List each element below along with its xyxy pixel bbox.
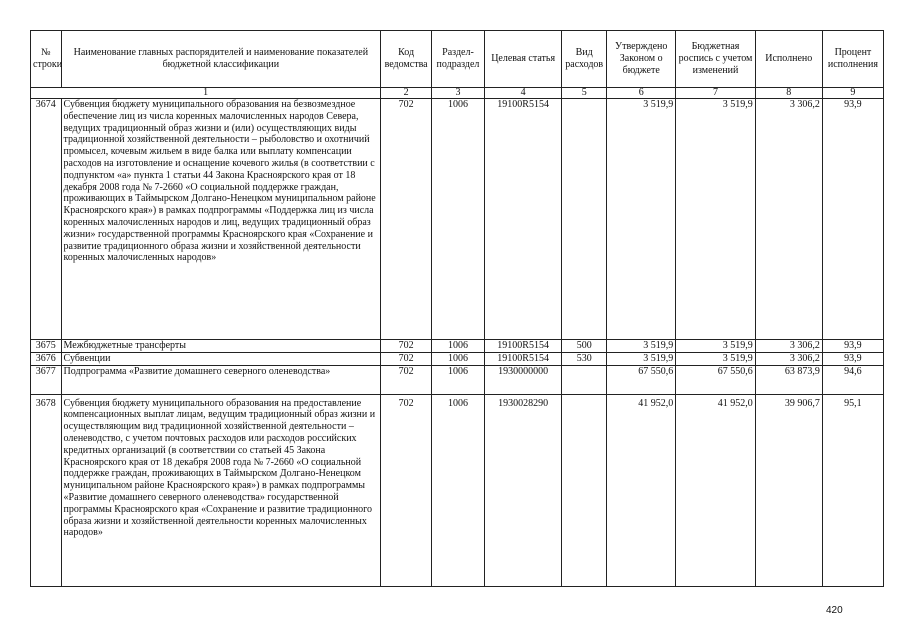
section-code: 1006: [432, 340, 485, 353]
column-number: 4: [484, 88, 561, 99]
approved-amount: 3 519,9: [607, 340, 676, 353]
column-number: 8: [755, 88, 822, 99]
column-number: 2: [381, 88, 432, 99]
header-section: Раздел-подраздел: [432, 31, 485, 88]
column-number: 3: [432, 88, 485, 99]
department-code: 702: [381, 99, 432, 340]
approved-amount: 3 519,9: [607, 99, 676, 340]
execution-percent: 93,9: [822, 340, 883, 353]
column-number: 1: [31, 88, 381, 99]
table-row: [31, 365, 884, 394]
expense-kind: 500: [562, 340, 607, 353]
row-number: 3676: [31, 352, 62, 365]
section-code: 1006: [432, 352, 485, 365]
department-code: 702: [381, 340, 432, 353]
execution-percent: 93,9: [822, 99, 883, 340]
row-name: Субвенции: [61, 352, 381, 365]
header-percent: Процент исполнения: [822, 31, 883, 88]
section-code: 1006: [432, 394, 485, 586]
schedule-amount: 67 550,6: [676, 365, 755, 394]
header-row-number: № строки: [31, 31, 62, 88]
section-code: 1006: [432, 99, 485, 340]
schedule-amount: 3 519,9: [676, 340, 755, 353]
header-name: Наименование главных распорядителей и наименование показателей бюджетной классификации: [61, 31, 381, 88]
target-article: 1930000000: [484, 365, 561, 394]
row-number: 3678: [31, 394, 62, 586]
executed-amount: 3 306,2: [755, 99, 822, 340]
approved-amount: 41 952,0: [607, 394, 676, 586]
header-expense-kind: Вид расходов: [562, 31, 607, 88]
header-approved: Утверждено Законом о бюджете: [607, 31, 676, 88]
schedule-amount: 41 952,0: [676, 394, 755, 586]
department-code: 702: [381, 352, 432, 365]
expense-kind: [562, 365, 607, 394]
executed-amount: 39 906,7: [755, 394, 822, 586]
department-code: 702: [381, 394, 432, 586]
header-budget-schedule: Бюджетная роспись с учетом изменений: [676, 31, 755, 88]
target-article: 19100R5154: [484, 99, 561, 340]
row-name: Межбюджетные трансферты: [61, 340, 381, 353]
target-article: 19100R5154: [484, 352, 561, 365]
column-number-row: [31, 88, 884, 99]
table-row: [31, 99, 884, 340]
table-row: [31, 352, 884, 365]
executed-amount: 3 306,2: [755, 340, 822, 353]
row-name: Субвенция бюджету муниципального образования на безвозмездное обеспечение лиц из числа коренных малочисленных народов Севера, ведущих традиционный образ жизни и (или) осуществляющих виды традиционной хозяйственной деятельности – рыболовство и охотничий промысел, кочевым жильем в виде балка или выплату компенсации расходов на изготовление и оснащение кочевого жилья (в соответствии с подпунктом «а» пункта 1 статьи 44 Закона Красноярского края от 18 декабря 2008 года № 7-2660 «О социальной поддержке граждан, проживающих в Таймырском Долгано-Ненецком муниципальном районе Красноярского края») в рамках подпрограммы «Поддержка лиц из числа коренных малочисленных народов и лиц, ведущих традиционный образ жизни» государственной программы Красноярского края «Сохранение и развитие традиционного образа жизни и хозяйственной деятельности коренных малочисленных народов»: [61, 99, 381, 340]
executed-amount: 3 306,2: [755, 352, 822, 365]
column-number: 9: [822, 88, 883, 99]
section-code: 1006: [432, 365, 485, 394]
approved-amount: 3 519,9: [607, 352, 676, 365]
executed-amount: 63 873,9: [755, 365, 822, 394]
schedule-amount: 3 519,9: [676, 99, 755, 340]
execution-percent: 93,9: [822, 352, 883, 365]
expense-kind: 530: [562, 352, 607, 365]
row-name: Субвенция бюджету муниципального образования на предоставление компенсационных выплат лицам, ведущим традиционный образ жизни и осуществляющим вид традиционной хозяйственной деятельности – оленеводство, с учетом почтовых расходов или расходов российских кредитных организаций (в соответствии со статьей 45 Закона Красноярского края от 18 декабря 2008 года № 7-2660 «О социальной поддержке граждан, проживающих в Таймырском Долгано-Ненецком муниципальном районе Красноярского края») в рамках подпрограммы «Развитие домашнего северного оленеводства» государственной программы Красноярского края «Сохранение и развитие традиционного образа жизни и хозяйственной деятельности коренных малочисленных народов»: [61, 394, 381, 586]
execution-percent: 95,1: [822, 394, 883, 586]
execution-percent: 94,6: [822, 365, 883, 394]
schedule-amount: 3 519,9: [676, 352, 755, 365]
table-row: [31, 340, 884, 353]
page-number: 420: [826, 605, 843, 616]
row-number: 3674: [31, 99, 62, 340]
column-number: 6: [607, 88, 676, 99]
header-target-article: Целевая статья: [484, 31, 561, 88]
row-number: 3677: [31, 365, 62, 394]
header-executed: Исполнено: [755, 31, 822, 88]
expense-kind: [562, 394, 607, 586]
approved-amount: 67 550,6: [607, 365, 676, 394]
budget-table: [30, 30, 884, 587]
header-row: [31, 31, 884, 88]
target-article: 1930028290: [484, 394, 561, 586]
expense-kind: [562, 99, 607, 340]
column-number: 7: [676, 88, 755, 99]
department-code: 702: [381, 365, 432, 394]
table-row: [31, 394, 884, 586]
column-number: 5: [562, 88, 607, 99]
row-name: Подпрограмма «Развитие домашнего северного оленеводства»: [61, 365, 381, 394]
header-department-code: Код ведомства: [381, 31, 432, 88]
target-article: 19100R5154: [484, 340, 561, 353]
row-number: 3675: [31, 340, 62, 353]
